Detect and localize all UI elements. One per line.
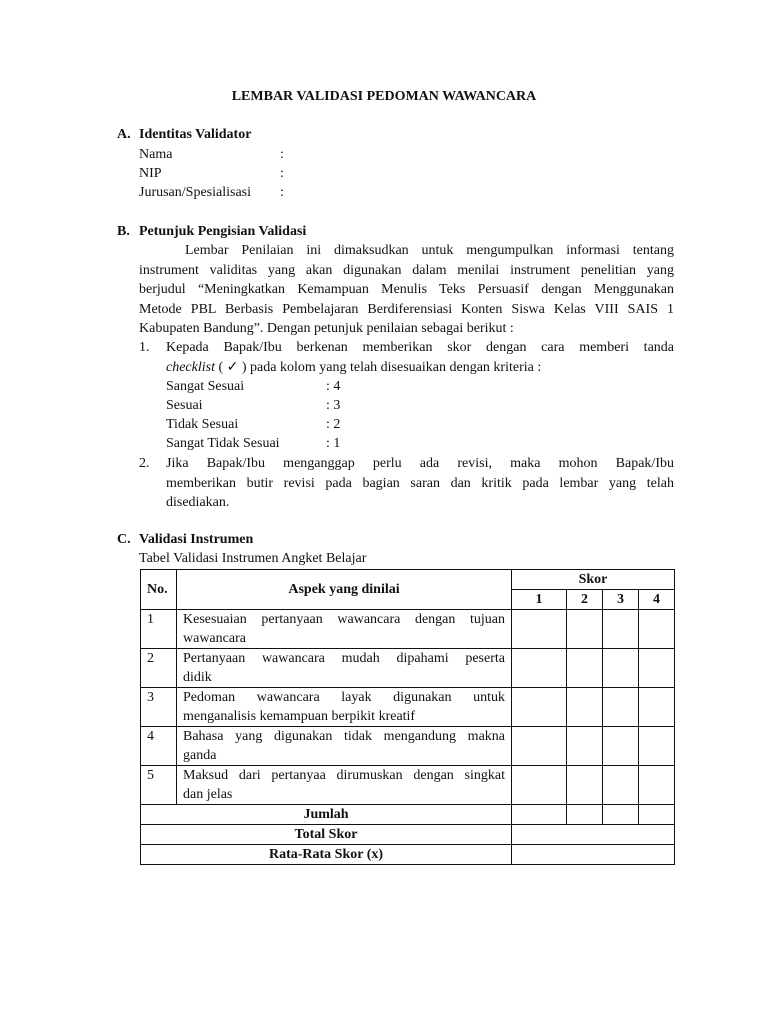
table-row: [141, 766, 675, 805]
row-aspect: [177, 766, 512, 805]
item-2-number: 2.: [139, 456, 150, 471]
section-a-heading: [117, 125, 251, 145]
row-number: 5: [141, 766, 177, 805]
score-cell-4[interactable]: [639, 610, 675, 649]
score-level-3: 3: [603, 590, 639, 610]
criteria-label: Sangat Tidak Sesuai: [166, 436, 280, 451]
item-2-line-1: Jika Bapak/Ibu menganggap perlu ada revisi, maka mohon Bapak/Ibu: [166, 456, 674, 471]
row-number: 1: [141, 610, 177, 649]
score-cell-3[interactable]: [603, 766, 639, 805]
field-jurusan: [139, 183, 284, 203]
score-cell-1[interactable]: [512, 610, 567, 649]
section-c-heading: [117, 530, 253, 550]
row-aspect-line: wawancara: [183, 631, 246, 646]
total-skor-value[interactable]: [512, 825, 675, 845]
row-aspect-line: Kesesuaian pertanyaan wawancara dengan tujuan: [183, 612, 505, 627]
score-cell-3[interactable]: [603, 688, 639, 727]
table-header-row: [141, 570, 675, 590]
score-cell-1[interactable]: [512, 766, 567, 805]
row-aspect-line: Pedoman wawancara layak digunakan untuk: [183, 690, 505, 705]
row-aspect: [177, 727, 512, 766]
item-1-line-2: [166, 358, 674, 378]
section-a-letter: A.: [117, 127, 131, 142]
paragraph-line-3: berjudul “Meningkatkan Kemampuan Menulis Teks Persuasif dengan Menggunakan: [139, 282, 674, 297]
row-number: 2: [141, 649, 177, 688]
row-aspect-line: dan jelas: [183, 787, 233, 802]
total-skor-label: Total Skor: [141, 825, 512, 845]
criteria-label: Tidak Sesuai: [166, 417, 239, 432]
criteria-sesuai: [166, 396, 340, 416]
section-c-letter: C.: [117, 532, 131, 547]
field-jurusan-label: Jurusan/Spesialisasi: [139, 185, 251, 200]
score-cell-2[interactable]: [567, 688, 603, 727]
field-nama-label: Nama: [139, 147, 173, 162]
score-cell-3[interactable]: [603, 727, 639, 766]
score-cell-4[interactable]: [639, 649, 675, 688]
field-nama-sep: :: [280, 147, 284, 162]
jumlah-cell-4[interactable]: [639, 805, 675, 825]
score-cell-1[interactable]: [512, 688, 567, 727]
table-row: [141, 727, 675, 766]
row-aspect: [177, 688, 512, 727]
page-title: LEMBAR VALIDASI PEDOMAN WAWANCARA: [231, 89, 537, 104]
score-level-4: 4: [639, 590, 675, 610]
score-cell-2[interactable]: [567, 649, 603, 688]
criteria-value: : 2: [326, 417, 341, 432]
field-nip: [139, 164, 284, 184]
row-aspect-line: didik: [183, 670, 212, 685]
item-1-number: 1.: [139, 340, 150, 355]
header-no: No.: [141, 570, 177, 610]
field-jurusan-sep: :: [280, 185, 284, 200]
row-aspect-line: ganda: [183, 748, 217, 763]
criteria-value: : 4: [326, 379, 341, 394]
rata-rata-value[interactable]: [512, 845, 675, 865]
score-cell-2[interactable]: [567, 610, 603, 649]
criteria-label: Sangat Sesuai: [166, 379, 245, 394]
validation-table: [140, 569, 675, 865]
criteria-tidak-sesuai: [166, 415, 340, 435]
row-number: 3: [141, 688, 177, 727]
criteria-sangat-tidak-sesuai: [166, 434, 340, 454]
item-2-line-2: memberikan butir revisi pada bagian saran dan kritik pada lembar yang telah: [166, 475, 674, 491]
table-row: [141, 688, 675, 727]
paragraph-line-2: instrument validitas yang akan digunakan dalam menilai instrument penelitian yang: [139, 262, 674, 278]
row-aspect: [177, 610, 512, 649]
score-cell-2[interactable]: [567, 766, 603, 805]
jumlah-cell-1[interactable]: [512, 805, 567, 825]
checklist-word: checklist: [166, 359, 215, 375]
criteria-value: : 3: [326, 398, 341, 413]
instruction-item-2: [139, 454, 674, 513]
jumlah-cell-3[interactable]: [603, 805, 639, 825]
row-number: 4: [141, 727, 177, 766]
score-cell-4[interactable]: [639, 688, 675, 727]
header-skor: Skor: [512, 570, 675, 590]
row-aspect-line: menganalisis kemampuan berpikit kreatif: [183, 709, 416, 724]
field-nama: [139, 145, 284, 165]
field-nip-label: NIP: [139, 166, 162, 181]
row-aspect-line: Pertanyaan wawancara mudah dipahami peserta: [183, 651, 505, 666]
score-cell-1[interactable]: [512, 649, 567, 688]
instruction-paragraph: [139, 241, 674, 339]
instruction-item-1: [139, 338, 674, 377]
criteria-label: Sesuai: [166, 398, 203, 413]
jumlah-label: Jumlah: [141, 805, 512, 825]
row-aspect: [177, 649, 512, 688]
table-row: [141, 610, 675, 649]
score-cell-1[interactable]: [512, 727, 567, 766]
score-cell-2[interactable]: [567, 727, 603, 766]
total-row: [141, 825, 675, 845]
item-1-line-1: Kepada Bapak/Ibu berkenan memberikan skor dengan cara memberi tanda: [166, 340, 674, 355]
row-aspect-line: Maksud dari pertanyaa dirumuskan dengan singkat: [183, 768, 505, 783]
score-cell-4[interactable]: [639, 766, 675, 805]
paragraph-line-5: Kabupaten Bandung”. Dengan petunjuk penilaian sebagai berikut :: [139, 321, 514, 336]
section-b-title: Petunjuk Pengisian Validasi: [139, 224, 307, 239]
row-aspect-line: Bahasa yang digunakan tidak mengandung makna: [183, 729, 505, 744]
table-caption: Tabel Validasi Instrumen Angket Belajar: [139, 551, 367, 566]
rata-row: [141, 845, 675, 865]
section-b-letter: B.: [117, 224, 130, 239]
jumlah-row: [141, 805, 675, 825]
criteria-value: : 1: [326, 436, 341, 451]
item-1-line-2-rest: ( ✓ ) pada kolom yang telah disesuaikan dengan kriteria :: [214, 359, 542, 375]
section-a-title: Identitas Validator: [139, 127, 252, 142]
paragraph-line-1: Lembar Penilaian ini dimaksudkan untuk mengumpulkan informasi tentang: [185, 243, 674, 258]
section-c-title: Validasi Instrumen: [139, 532, 254, 547]
field-nip-sep: :: [280, 166, 284, 181]
table-row: [141, 649, 675, 688]
score-level-1: 1: [512, 590, 567, 610]
rata-rata-label: Rata-Rata Skor (x): [141, 845, 512, 865]
score-cell-3[interactable]: [603, 610, 639, 649]
criteria-sangat-sesuai: [166, 377, 340, 397]
score-cell-3[interactable]: [603, 649, 639, 688]
score-level-2: 2: [567, 590, 603, 610]
item-2-line-3: disediakan.: [166, 495, 230, 510]
score-cell-4[interactable]: [639, 727, 675, 766]
section-b-heading: [117, 222, 306, 242]
paragraph-line-4: Metode PBL Berbasis Pembelajaran Berdiferensiasi Konten Siswa Kelas VIII SAIS 1: [139, 301, 674, 317]
header-aspect: Aspek yang dinilai: [177, 570, 512, 610]
jumlah-cell-2[interactable]: [567, 805, 603, 825]
